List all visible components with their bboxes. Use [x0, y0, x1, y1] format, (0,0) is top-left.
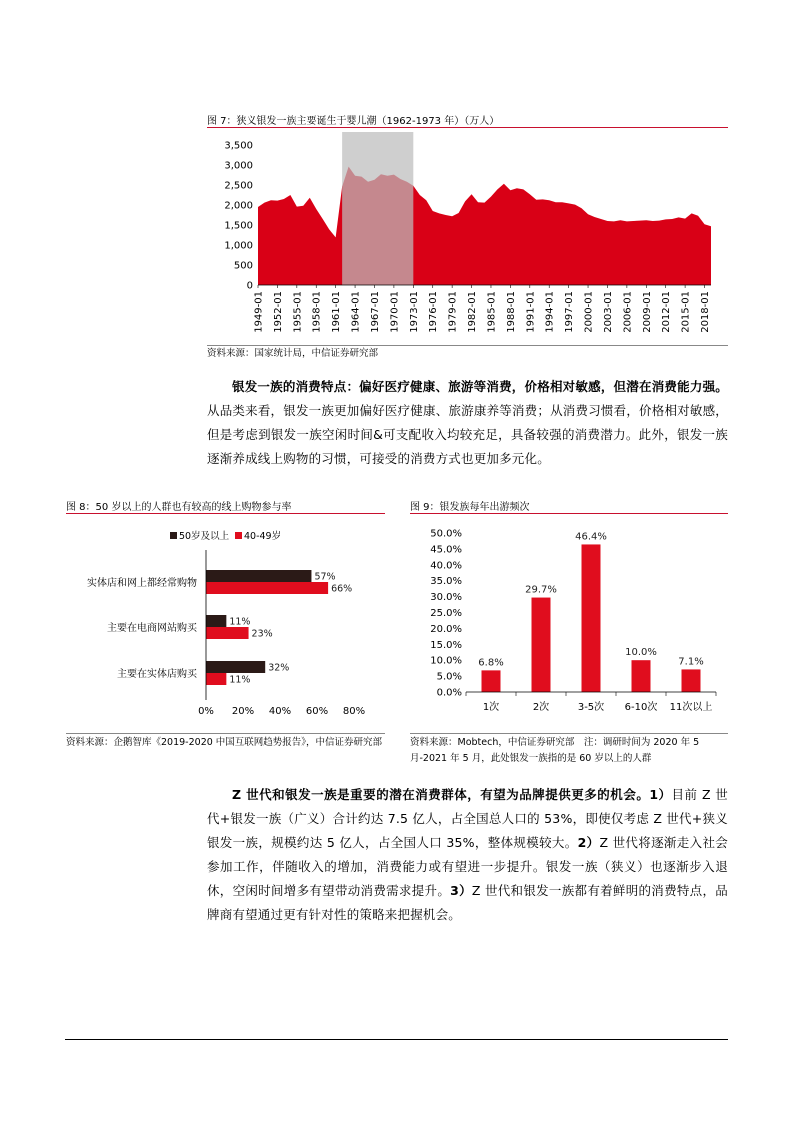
fig8-bar-label: 23%: [251, 628, 273, 640]
fig8-x-tick-label: 60%: [305, 706, 329, 717]
fig8-bar: [206, 582, 328, 594]
fig8-x-tick-label: 20%: [231, 706, 255, 717]
paragraph-opportunity-point-2: Z 世代将逐渐走入社会参加工作，伴随收入的增加，消费能力或有望进一步提升。银发一族（狭义）也逐渐步入退休，空闲时间增多有望带动消费需求提升。: [207, 835, 728, 898]
fig8-bar-chart: [0, 520, 400, 730]
fig7-x-tick-label: 1970-01: [389, 291, 401, 333]
fig7-x-tick-label: 1964-01: [350, 291, 362, 333]
fig7-x-tick-label: 1973-01: [408, 291, 420, 333]
fig7-y-tick-label: 1,000: [224, 240, 253, 252]
paragraph-silver-consumption-lead: 银发一族的消费特点：偏好医疗健康、旅游等消费，价格相对敏感，但潜在消费能力强。: [232, 379, 728, 394]
fig9-bar-label: 10.0%: [625, 647, 657, 659]
fig8-bar-label: 66%: [331, 583, 353, 595]
fig9-bar-chart: [400, 520, 793, 730]
fig9-bar: [582, 544, 601, 692]
fig7-x-tick-label: 1991-01: [525, 291, 537, 333]
fig8-legend-swatch-2: [235, 532, 242, 539]
paragraph-opportunity: [207, 783, 728, 927]
fig8-title: 图 8：50 岁以上的人群也有较高的线上购物参与率: [66, 502, 292, 513]
fig8-category-label: 实体店和网上都经常购物: [87, 578, 197, 589]
fig8-x-tick-label: 40%: [268, 706, 292, 717]
fig7-x-tick-label: 2015-01: [680, 291, 692, 333]
fig8-title-rule: [66, 513, 385, 514]
fig7-x-tick-label: 1952-01: [272, 291, 284, 333]
fig9-y-tick-label: 20.0%: [430, 623, 462, 635]
fig7-y-tick-label: 3,000: [224, 160, 253, 172]
fig7-y-tick-label: 1,500: [224, 220, 253, 232]
fig9-y-tick-label: 5.0%: [436, 671, 462, 683]
fig8-bar-label: 57%: [314, 571, 336, 583]
fig9-bar-label: 46.4%: [575, 531, 607, 543]
fig9-y-tick-label: 15.0%: [430, 639, 462, 651]
fig8-bar: [206, 627, 249, 639]
fig8-source-rule: [66, 733, 385, 734]
paragraph-opportunity-marker-3: 3）: [450, 883, 472, 898]
fig9-y-tick-label: 45.0%: [430, 544, 462, 556]
fig9-y-tick-label: 10.0%: [430, 655, 462, 667]
fig9-x-tick-label: 11次以上: [669, 702, 713, 713]
fig9-y-tick-label: 40.0%: [430, 560, 462, 572]
fig7-x-tick-label: 2009-01: [641, 291, 653, 333]
fig9-x-tick-label: 2次: [532, 702, 550, 713]
fig7-title-rule: [207, 127, 728, 128]
fig7-x-tick-label: 1961-01: [331, 291, 343, 333]
fig7-x-tick-label: 1976-01: [428, 291, 440, 333]
fig7-x-tick-label: 2003-01: [602, 291, 614, 333]
fig9-y-tick-label: 30.0%: [430, 592, 462, 604]
fig7-x-tick-label: 1967-01: [369, 291, 381, 333]
fig9-bar: [682, 669, 701, 692]
fig8-bar: [206, 570, 311, 582]
fig8-category-label: 主要在电商网站购买: [107, 623, 197, 634]
fig9-source: 资料来源：Mobtech，中信证券研究部 注：调研时间为 2020 年 5 月-2021 年 5 月，此处银发一族指的是 60 岁以上的人群: [410, 737, 700, 764]
fig8-category-label: 主要在实体店购买: [117, 669, 197, 680]
fig9-bar-label: 29.7%: [525, 584, 557, 596]
fig9-y-tick-label: 0.0%: [436, 687, 462, 699]
fig7-y-tick-label: 3,500: [224, 140, 253, 152]
fig9-x-tick-label: 3-5次: [577, 702, 605, 713]
fig7-title: 图 7：狭义银发一族主要诞生于婴儿潮（1962-1973 年）（万人）: [207, 116, 500, 127]
fig9-x-tick-label: 6-10次: [624, 702, 658, 713]
fig9-bar: [482, 670, 501, 692]
fig8-bar: [206, 661, 265, 673]
fig7-y-tick-label: 500: [233, 260, 253, 272]
fig7-x-tick-label: 1979-01: [447, 291, 459, 333]
paragraph-opportunity-lead: Z 世代和银发一族是重要的潜在消费群体，有望为品牌提供更多的机会。1）: [232, 787, 672, 802]
fig7-y-tick-label: 2,000: [224, 200, 253, 212]
fig7-source: 资料来源：国家统计局，中信证券研究部: [207, 348, 379, 359]
fig7-x-tick-label: 1988-01: [505, 291, 517, 333]
fig9-source-rule: [410, 733, 728, 734]
paragraph-opportunity-point-1: 目前 Z 世代+银发一族（广义）合计约达 7.5 亿人，占全国总人口的 53%，即使仅考虑 Z 世代+狭义银发一族，规模约达 5 亿人，占全国人口 35%，整体规模较大。: [207, 787, 728, 850]
paragraph-silver-consumption-body: 从品类来看，银发一族更加偏好医疗健康、旅游康养等消费；从消费习惯看，价格相对敏感，但是考虑到银发一族空闲时间&可支配收入均较充足，具备较强的消费潜力。此外，银发一族逐渐养成线上购物的习惯，可接受的消费方式也更加多元化。: [207, 403, 728, 466]
paragraph-opportunity-point-3: Z 世代和银发一族都有着鲜明的消费特点，品牌商有望通过更有针对性的策略来把握机会。: [207, 883, 728, 922]
fig7-baby-boom-highlight: [342, 132, 413, 285]
fig9-y-tick-label: 50.0%: [430, 528, 462, 540]
fig9-bar: [532, 598, 551, 692]
paragraph-opportunity-marker-2: 2）: [577, 835, 600, 850]
fig7-area-chart: [0, 130, 793, 350]
fig9-bar-label: 7.1%: [678, 656, 704, 668]
fig8-x-tick-label: 80%: [342, 706, 366, 717]
fig7-x-tick-label: 2018-01: [700, 291, 712, 333]
fig9-y-tick-label: 35.0%: [430, 576, 462, 588]
fig7-births-area: [258, 167, 711, 285]
fig9-title-rule: [410, 513, 728, 514]
fig7-y-tick-label: 0: [246, 280, 253, 292]
fig8-bar: [206, 673, 226, 685]
fig7-x-tick-label: 2012-01: [661, 291, 673, 333]
fig7-x-tick-label: 1955-01: [292, 291, 304, 333]
fig8-bar-label: 11%: [229, 616, 251, 628]
paragraph-silver-consumption: [207, 375, 728, 471]
fig8-source: 资料来源：企鹅智库《2019-2020 中国互联网趋势报告》，中信证券研究部: [66, 737, 383, 748]
fig7-x-tick-label: 1982-01: [467, 291, 479, 333]
fig7-x-tick-label: 1994-01: [544, 291, 556, 333]
fig9-x-tick-label: 1次: [482, 702, 500, 713]
fig8-legend-swatch-1: [170, 532, 177, 539]
fig9-bar-label: 6.8%: [478, 657, 504, 669]
fig9-bar: [632, 660, 651, 692]
fig7-y-tick-label: 2,500: [224, 180, 253, 192]
footer-rule: [65, 1039, 728, 1040]
fig8-legend-label-1: 50岁及以上: [179, 531, 230, 542]
fig8-bar: [206, 615, 226, 627]
fig7-x-tick-label: 2006-01: [622, 291, 634, 333]
fig7-x-tick-label: 2000-01: [583, 291, 595, 333]
fig9-y-tick-label: 25.0%: [430, 608, 462, 619]
fig9-title: 图 9：银发族每年出游频次: [410, 502, 530, 513]
fig8-x-tick-label: 0%: [198, 706, 214, 717]
fig8-legend-label-2: 40-49岁: [244, 531, 282, 542]
fig7-x-tick-label: 1949-01: [253, 291, 265, 333]
fig8-bar-label: 32%: [268, 662, 290, 674]
fig7-x-tick-label: 1997-01: [564, 291, 576, 333]
fig8-bar-label: 11%: [229, 674, 251, 686]
fig7-x-tick-label: 1985-01: [486, 291, 498, 333]
fig7-x-tick-label: 1958-01: [311, 291, 323, 333]
